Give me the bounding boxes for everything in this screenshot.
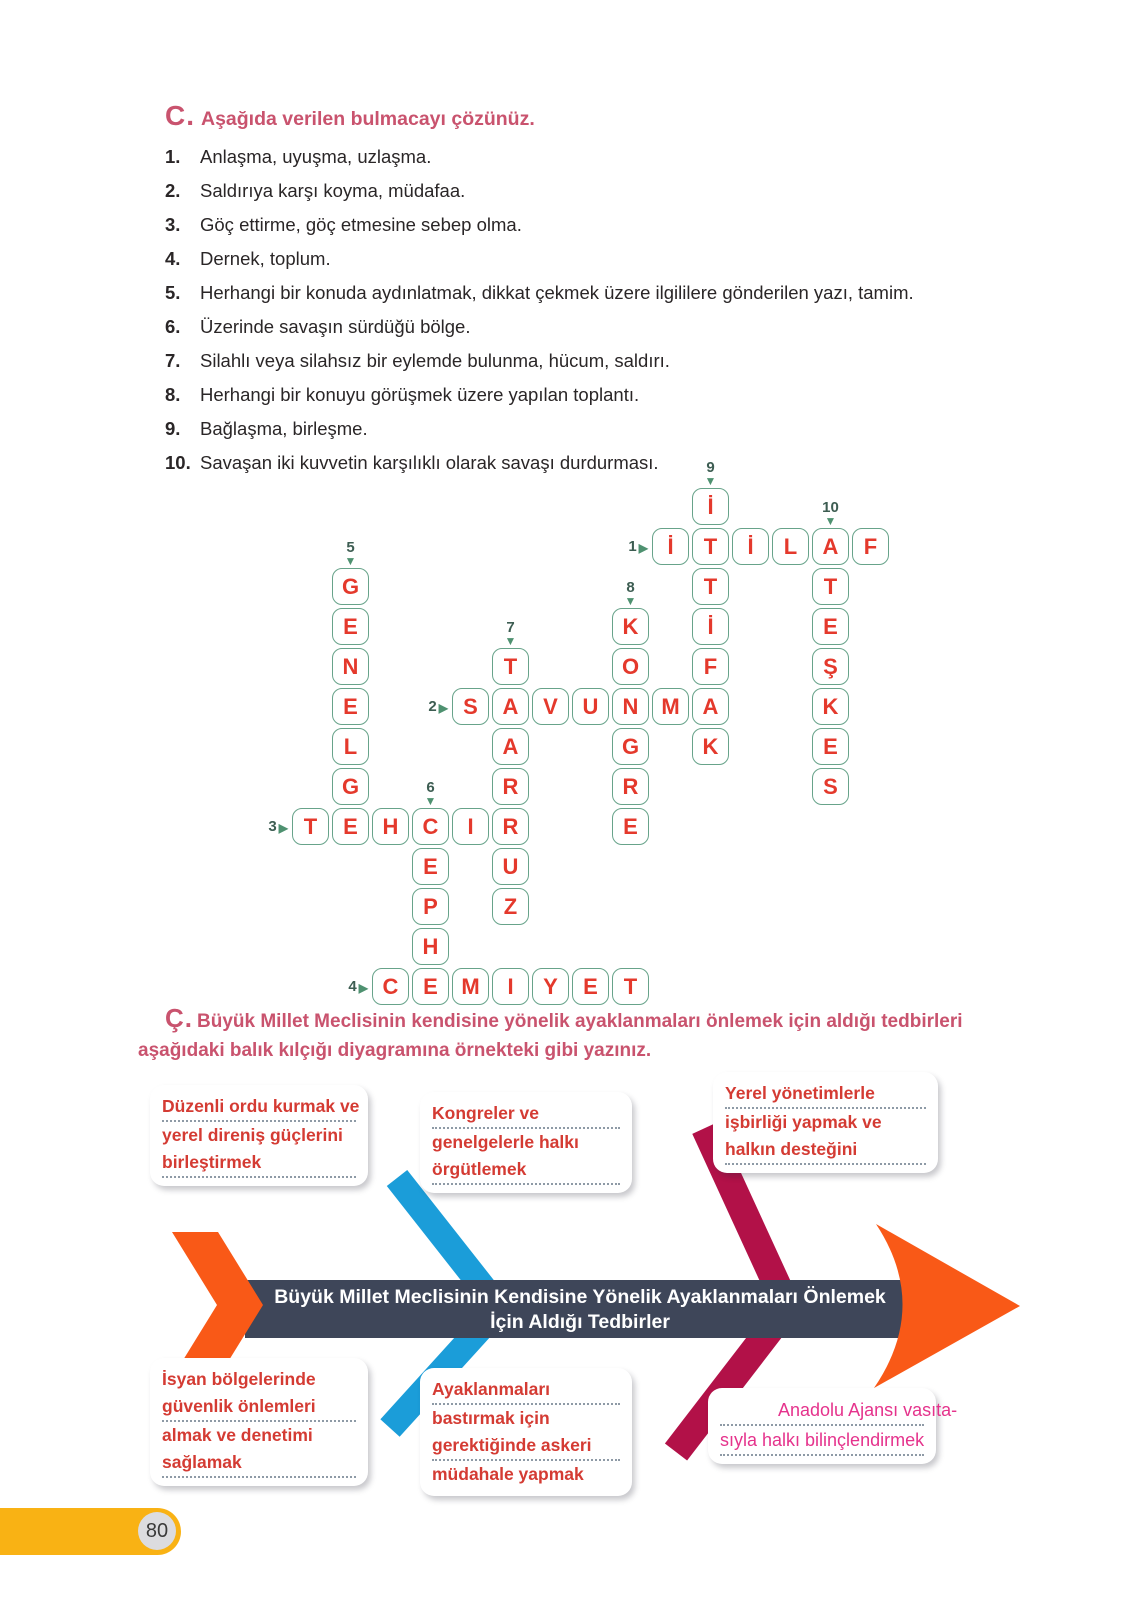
crossword-letter: L	[783, 533, 798, 559]
crossword-cell	[332, 728, 369, 765]
crossword-cell	[612, 728, 649, 765]
fishbone-box-line: işbirliği yapmak ve	[725, 1112, 882, 1132]
crossword-cell	[812, 608, 849, 645]
crossword-letter: F	[863, 533, 878, 559]
crossword-cell	[412, 808, 449, 845]
clue-number: 10.	[165, 452, 191, 473]
fishbone-box-line: Yerel yönetimlerle	[725, 1080, 926, 1109]
fishbone-spine-title-line1: Büyük Millet Meclisinin Kendisine Yönelik Ayaklanmaları Önlemek	[274, 1286, 886, 1308]
clue-text: Üzerinde savaşın sürdüğü bölge.	[200, 316, 471, 337]
crossword-letter: L	[343, 733, 358, 759]
crossword-clue-marker-1	[612, 528, 648, 565]
marker-number: 8	[626, 579, 635, 596]
crossword-letter: E	[583, 973, 598, 999]
crossword-cell	[812, 768, 849, 805]
fishbone-box-line: almak ve denetimi	[162, 1425, 313, 1445]
clue-text: Dernek, toplum.	[200, 248, 331, 269]
crossword-cell	[612, 808, 649, 845]
fishbone-box-top-right	[713, 1072, 938, 1173]
crossword-letter: A	[822, 533, 839, 559]
crossword-cell	[532, 688, 569, 725]
crossword-cell	[812, 688, 849, 725]
marker-number: 6	[426, 779, 435, 796]
section-c-title: Aşağıda verilen bulmacayı çözünüz.	[201, 108, 535, 130]
arrow-down-icon: ▼	[344, 554, 357, 568]
crossword-letter: T	[703, 573, 718, 599]
fishbone-box-line: Kongreler ve	[432, 1100, 620, 1129]
crossword-cell	[412, 888, 449, 925]
crossword-cell	[492, 648, 529, 685]
crossword-cell	[332, 688, 369, 725]
crossword-letter: E	[343, 613, 358, 639]
section-c2-header	[138, 1004, 1008, 1065]
fishbone-box-bottom-right	[708, 1388, 958, 1464]
crossword-letter: P	[423, 893, 438, 919]
section-c2-title-line1: Büyük Millet Meclisinin kendisine yönelik ayaklanmaları önlemek için aldığı tedbirleri	[197, 1011, 963, 1032]
crossword-letter: R	[502, 813, 519, 839]
crossword-cell	[852, 528, 889, 565]
clue-number: 9.	[165, 418, 181, 439]
marker-number: 1	[628, 538, 637, 555]
crossword-cell	[692, 488, 729, 525]
crossword-cell	[452, 688, 489, 725]
crossword-cell	[332, 648, 369, 685]
crossword-cell	[492, 888, 529, 925]
fishbone-box-line: birleştirmek	[162, 1149, 356, 1178]
crossword-letter: I	[507, 973, 514, 999]
crossword-letter: F	[703, 653, 718, 679]
crossword-cell	[612, 968, 649, 1005]
section-c2-label: Ç.	[165, 1003, 193, 1033]
crossword-letter: Z	[503, 893, 518, 919]
marker-number: 9	[706, 459, 715, 476]
clue-text: Silahlı veya silahsız bir eylemde bulunma, hücum, saldırı.	[200, 350, 670, 371]
crossword-cell	[412, 848, 449, 885]
crossword-letter: E	[623, 813, 638, 839]
crossword-letter: E	[343, 813, 358, 839]
clue-text: Herhangi bir konuyu görüşmek üzere yapılan toplantı.	[200, 384, 640, 405]
crossword-cell	[572, 688, 609, 725]
crossword-letter: Ş	[823, 653, 838, 679]
clue-number: 3.	[165, 214, 181, 235]
crossword-letter: C	[422, 813, 439, 839]
crossword-letter: İ	[667, 533, 674, 559]
marker-number: 4	[348, 978, 357, 995]
crossword-letter: U	[582, 693, 599, 719]
crossword-letter: E	[343, 693, 358, 719]
clue-text: Anlaşma, uyuşma, uzlaşma.	[200, 146, 432, 167]
arrow-down-icon: ▼	[504, 634, 517, 648]
crossword-cell	[772, 528, 809, 565]
crossword-letter: K	[702, 733, 719, 759]
crossword-letter: R	[502, 773, 519, 799]
clue-number: 1.	[165, 146, 181, 167]
fishbone-box-line: halkın desteğini	[725, 1136, 926, 1165]
crossword-cell	[412, 968, 449, 1005]
crossword-letter: O	[621, 653, 640, 679]
clue-text: Herhangi bir konuda aydınlatmak, dikkat çekmek üzere ilgililere gönderilen yazı, tamim.	[200, 282, 914, 303]
crossword-letter: R	[622, 773, 639, 799]
crossword-clue-marker-9	[692, 451, 729, 487]
crossword-letter: T	[703, 533, 718, 559]
clue-number: 5.	[165, 282, 181, 303]
crossword-cell	[652, 688, 689, 725]
crossword-cell	[692, 688, 729, 725]
arrow-right-icon: ▶	[638, 540, 648, 555]
crossword-letter: İ	[707, 493, 714, 519]
crossword-letter: E	[423, 973, 438, 999]
crossword-letter: A	[502, 733, 519, 759]
crossword-letter: E	[823, 733, 838, 759]
crossword-cell	[692, 608, 729, 645]
crossword-letter: C	[382, 973, 399, 999]
clue-number: 2.	[165, 180, 181, 201]
clue-number: 8.	[165, 384, 181, 405]
arrow-down-icon: ▼	[704, 474, 717, 488]
clue-number: 6.	[165, 316, 181, 337]
crossword-cell	[812, 568, 849, 605]
fishbone-box-line: Ayaklanmaları	[432, 1376, 620, 1405]
crossword-letter: H	[382, 813, 399, 839]
fishbone-box-line: güvenlik önlemleri	[162, 1393, 356, 1422]
crossword-cell	[652, 528, 689, 565]
crossword-letter: E	[423, 853, 438, 879]
crossword-cell	[612, 688, 649, 725]
clue-text: Bağlaşma, birleşme.	[200, 418, 368, 439]
crossword-letter: H	[422, 933, 439, 959]
fishbone-box-line: örgütlemek	[432, 1156, 620, 1185]
crossword-cell	[332, 768, 369, 805]
crossword-cell	[612, 608, 649, 645]
fishbone-spine-title-line2: İçin Aldığı Tedbirler	[490, 1311, 670, 1333]
crossword-cell	[452, 968, 489, 1005]
crossword-cell	[692, 648, 729, 685]
clue-number: 4.	[165, 248, 181, 269]
fishbone-box-bottom-left	[150, 1358, 368, 1486]
fishbone-box-line: Anadolu Ajansı vasıta-	[720, 1396, 924, 1426]
crossword-cell	[492, 728, 529, 765]
crossword-letter: T	[303, 813, 318, 839]
crossword-cell	[372, 968, 409, 1005]
crossword-clue-marker-7	[492, 611, 529, 647]
page-number-pill	[0, 1508, 181, 1555]
fishbone-box-top-middle	[420, 1092, 632, 1193]
crossword-letter: G	[341, 573, 360, 599]
crossword-letter: İ	[707, 613, 714, 639]
crossword-cell	[812, 528, 849, 565]
fishbone-box-line: genelgelerle halkı	[432, 1132, 579, 1152]
arrow-right-icon: ▶	[358, 980, 368, 995]
fishbone-box-line: İsyan bölgelerinde	[162, 1369, 316, 1389]
crossword-letter: S	[463, 693, 478, 719]
crossword-cell	[532, 968, 569, 1005]
crossword-cell	[492, 808, 529, 845]
crossword-cell	[332, 808, 369, 845]
crossword-letter: G	[621, 733, 640, 759]
arrow-right-icon: ▶	[278, 820, 288, 835]
crossword-clue-marker-8	[612, 571, 649, 607]
crossword-letter: Y	[543, 973, 558, 999]
crossword-cell	[292, 808, 329, 845]
crossword-letter: E	[823, 613, 838, 639]
marker-number: 10	[822, 499, 839, 516]
fishbone-box-line: Düzenli ordu kurmak ve	[162, 1093, 356, 1122]
crossword-letter: İ	[747, 533, 754, 559]
fishbone-box-line: sıyla halkı bilinçlendirmek	[720, 1426, 924, 1456]
crossword-cell	[452, 808, 489, 845]
fishbone-box-bottom-middle	[420, 1368, 632, 1496]
crossword-cell	[492, 968, 529, 1005]
crossword-cell	[692, 528, 729, 565]
crossword-cell	[692, 568, 729, 605]
crossword-letter: M	[461, 973, 480, 999]
crossword-letter: T	[823, 573, 838, 599]
crossword-letter: G	[341, 773, 360, 799]
crossword-letter: K	[822, 693, 839, 719]
crossword-letter: A	[502, 693, 519, 719]
crossword-letter: S	[823, 773, 838, 799]
section-c2-title-line2: aşağıdaki balık kılçığı diyagramına örnekteki gibi yazınız.	[138, 1040, 652, 1061]
crossword-cell	[332, 568, 369, 605]
crossword-letter: M	[661, 693, 680, 719]
clue-text: Göç ettirme, göç etmesine sebep olma.	[200, 214, 522, 235]
fishbone-spine-title	[255, 1285, 905, 1335]
marker-number: 5	[346, 539, 355, 556]
clue-number: 7.	[165, 350, 181, 371]
crossword-letter: T	[503, 653, 518, 679]
crossword-cell	[612, 768, 649, 805]
crossword-cell	[812, 648, 849, 685]
crossword-cell	[332, 608, 369, 645]
crossword-letter: N	[622, 693, 639, 719]
fishbone-box-line: müdahale yapmak	[432, 1464, 584, 1484]
crossword-cell	[492, 688, 529, 725]
fishbone-box-line: yerel direniş güçlerini	[162, 1125, 343, 1145]
clue-text: Saldırıya karşı koyma, müdafaa.	[200, 180, 466, 201]
crossword-cell	[412, 928, 449, 965]
crossword-cell	[612, 648, 649, 685]
crossword-letter: N	[342, 653, 359, 679]
fishbone-box-line: sağlamak	[162, 1449, 356, 1478]
crossword-clue-marker-5	[332, 531, 369, 567]
arrow-down-icon: ▼	[624, 594, 637, 608]
marker-number: 2	[428, 698, 437, 715]
crossword-letter: I	[467, 813, 474, 839]
crossword-letter: T	[623, 973, 638, 999]
fishbone-box-line: gerektiğinde askeri	[432, 1432, 620, 1461]
crossword-cell	[732, 528, 769, 565]
marker-number: 3	[268, 818, 277, 835]
crossword-clue-marker-4	[332, 968, 368, 1005]
section-c-label: C.	[165, 100, 195, 131]
page-number: 80	[138, 1512, 176, 1550]
crossword-letter: V	[543, 693, 558, 719]
arrow-right-icon: ▶	[438, 700, 448, 715]
arrow-down-icon: ▼	[824, 514, 837, 528]
arrow-down-icon: ▼	[424, 794, 437, 808]
fishbone-box-line: bastırmak için	[432, 1408, 550, 1428]
fishbone-box-top-left	[150, 1085, 368, 1186]
crossword-cell	[492, 768, 529, 805]
crossword-cell	[492, 848, 529, 885]
crossword-letter: A	[702, 693, 719, 719]
crossword-cell	[692, 728, 729, 765]
crossword-clue-marker-10	[812, 491, 849, 527]
crossword-cell	[572, 968, 609, 1005]
crossword-letter: K	[622, 613, 639, 639]
crossword-clue-marker-6	[412, 771, 449, 807]
crossword-letter: U	[502, 853, 519, 879]
marker-number: 7	[506, 619, 515, 636]
clue-text: Savaşan iki kuvvetin karşılıklı olarak savaşı durdurması.	[200, 452, 659, 473]
crossword-cell	[372, 808, 409, 845]
crossword-cell	[812, 728, 849, 765]
crossword-clue-marker-2	[412, 688, 448, 725]
fishbone-tail-chevron-icon	[172, 1232, 263, 1378]
crossword-clue-marker-3	[252, 808, 288, 845]
